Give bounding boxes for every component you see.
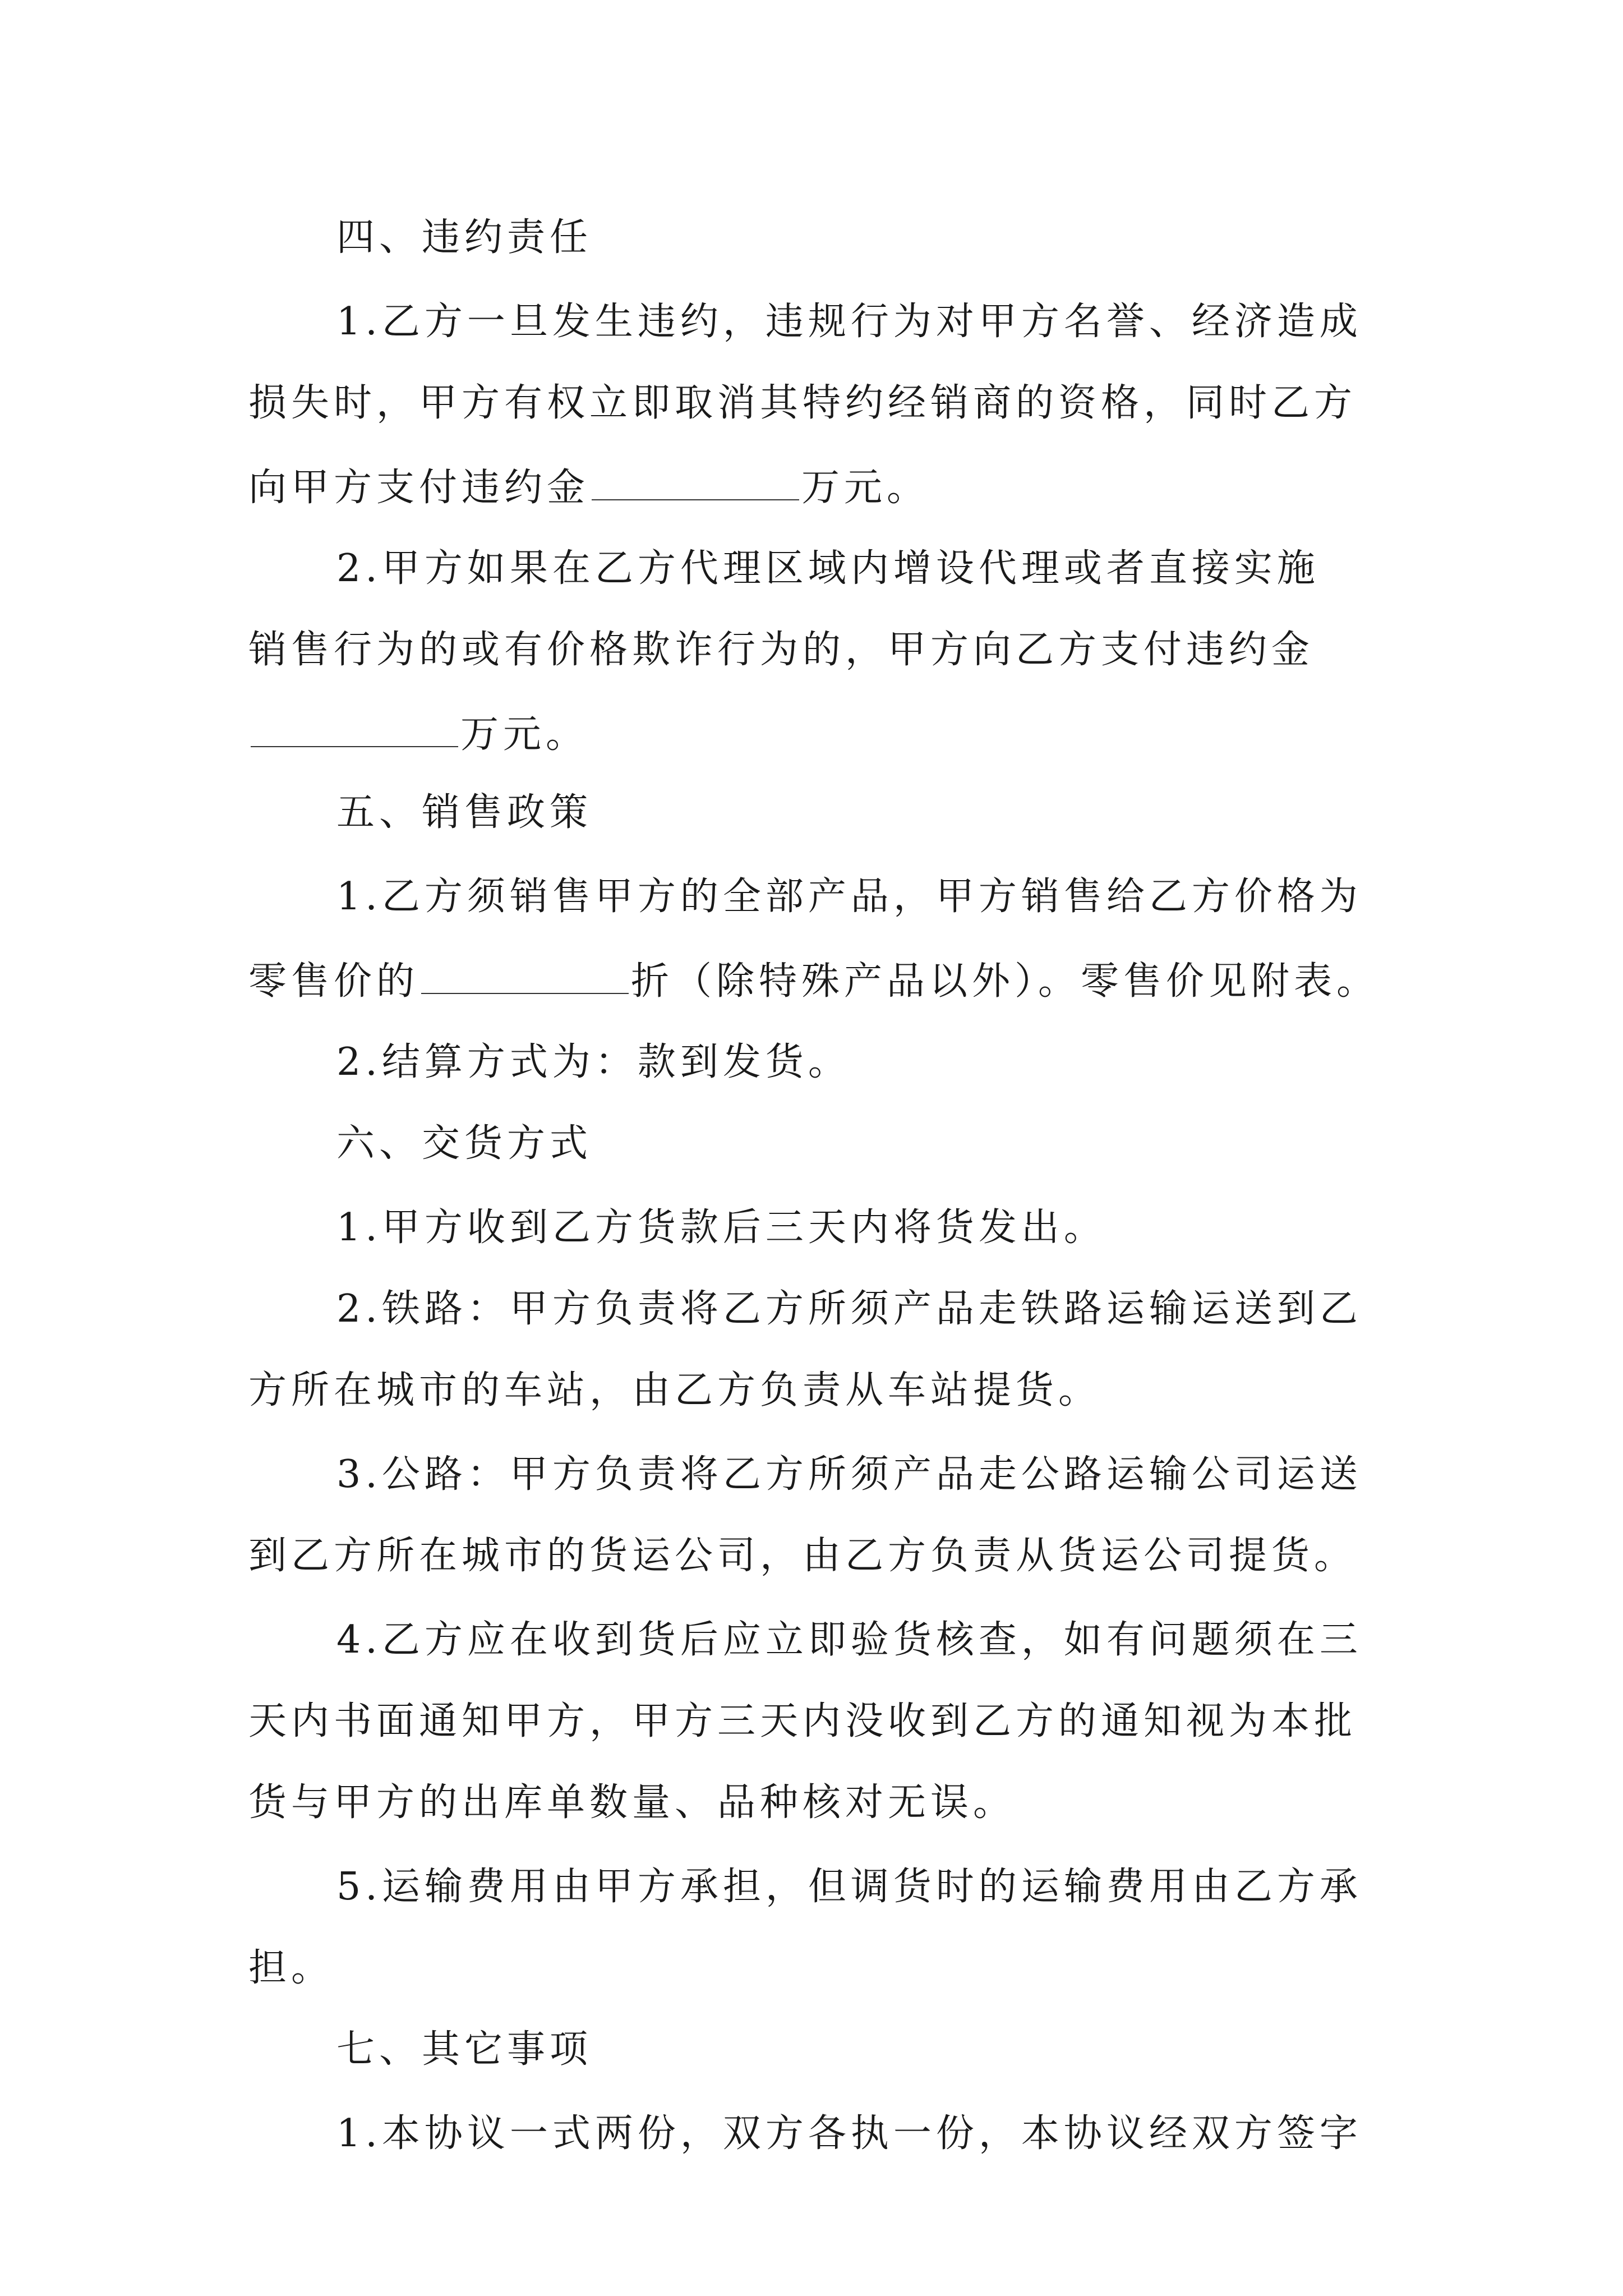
paragraph-line: 1.本协议一式两份，双方各执一份，本协议经双方签字 [336, 2111, 1362, 2156]
paragraph-line [248, 959, 1380, 1004]
fill-in-blank [421, 959, 629, 994]
paragraph-line: 到乙方所在城市的货运公司，由乙方负责从货运公司提货。 [248, 1534, 1357, 1578]
paragraph-line: 4.乙方应在收到货后应立即验货核查，如有问题须在三 [336, 1618, 1362, 1662]
paragraph-line: 2.结算方式为：款到发货。 [336, 1040, 851, 1084]
paragraph-line: 1.甲方收到乙方货款后三天内将货发出。 [336, 1205, 1106, 1250]
paragraph-line: 5.运输费用由甲方承担，但调货时的运输费用由乙方承 [336, 1865, 1362, 1909]
paragraph-line: 3.公路：甲方负责将乙方所须产品走公路运输公司运送 [336, 1452, 1362, 1497]
section-heading-delivery: 六、交货方式 [336, 1121, 593, 1166]
paragraph-line: 损失时，甲方有权立即取消其特约经销商的资格，同时乙方 [248, 381, 1357, 425]
paragraph-line [248, 466, 930, 510]
paragraph-line: 销售行为的或有价格欺诈行为的，甲方向乙方支付违约金 [248, 628, 1315, 672]
paragraph-line: 1.乙方须销售甲方的全部产品，甲方销售给乙方价格为 [336, 875, 1362, 919]
section-heading-breach: 四、违约责任 [336, 215, 593, 260]
section-heading-other-matters: 七、其它事项 [336, 2027, 593, 2072]
paragraph-line: 2.铁路：甲方负责将乙方所须产品走铁路运输运送到乙 [336, 1287, 1362, 1331]
fill-in-blank [251, 712, 458, 747]
text-segment: 折（除特殊产品以外）。零售价见附表。 [631, 959, 1380, 1004]
paragraph-line: 1.乙方一旦发生违约，违规行为对甲方名誉、经济造成 [336, 300, 1362, 344]
text-segment: 向甲方支付违约金 [248, 466, 590, 510]
paragraph-line: 货与甲方的出库单数量、品种核对无误。 [248, 1780, 1016, 1825]
section-heading-sales-policy: 五、销售政策 [336, 790, 593, 835]
text-segment: 零售价的 [248, 959, 419, 1004]
paragraph-line: 2.甲方如果在乙方代理区域内增设代理或者直接实施 [336, 546, 1320, 591]
paragraph-line: 天内书面通知甲方，甲方三天内没收到乙方的通知视为本批 [248, 1699, 1357, 1743]
paragraph-line [248, 712, 589, 757]
text-segment: 万元。 [801, 466, 930, 510]
text-segment: 万元。 [460, 712, 589, 757]
fill-in-blank [592, 466, 799, 500]
paragraph-line: 担。 [248, 1946, 334, 1990]
paragraph-line: 方所在城市的车站，由乙方负责从车站提货。 [248, 1368, 1101, 1412]
